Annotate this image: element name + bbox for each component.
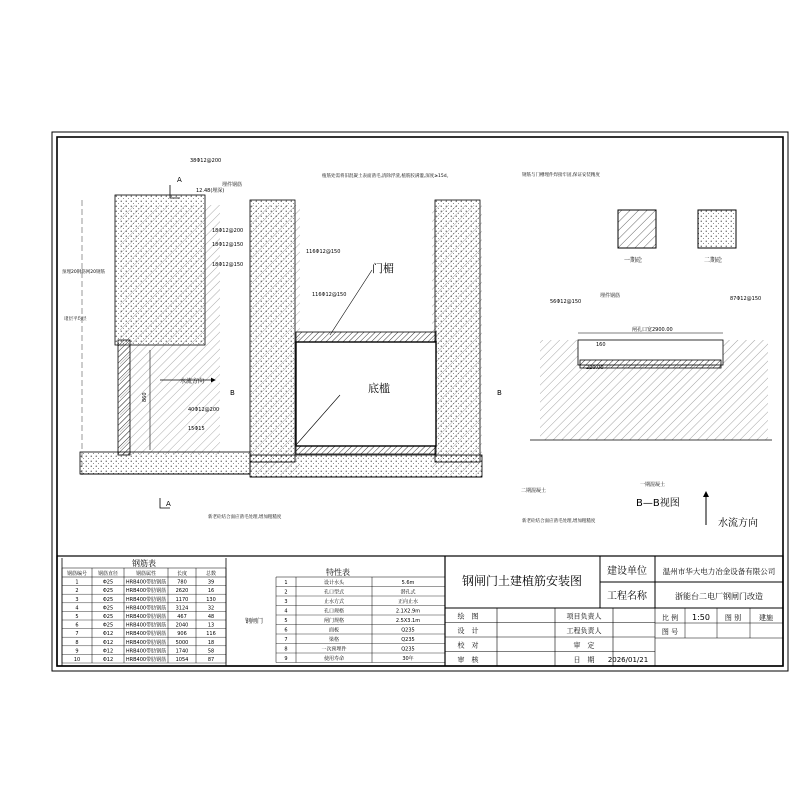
build-unit-value: 温州市华大电力冶金设备有限公司 <box>662 567 776 576</box>
rebar-table-cell: HRB400带肋钢筋 <box>125 657 167 663</box>
right-section-view <box>530 210 772 525</box>
category-value: 建施 <box>759 614 773 622</box>
property-table-name: 设计水头 <box>323 580 345 586</box>
rebar-table-cell: 48 <box>207 614 215 620</box>
span-dim-label: 闸孔口宽2900.00 <box>632 327 673 333</box>
rebar-table-cell: 116 <box>206 631 216 638</box>
rebar-table-cell: HRB400带肋钢筋 <box>125 648 167 655</box>
rebar-table-cell: 130 <box>206 596 216 603</box>
rebar-table-cell: 39 <box>207 579 215 586</box>
drawing-no-label: 图 号 <box>661 628 679 636</box>
rebar-table-cell: HRB400带肋钢筋 <box>125 579 167 586</box>
legend-first-stage <box>618 210 656 248</box>
rebar-table-cell: HRB400带肋钢筋 <box>125 622 167 629</box>
rebar-table-cell: 1170 <box>175 596 189 603</box>
drawing-title: 钢闸门土建植筋安装图 <box>461 574 583 588</box>
property-table-no: 7 <box>284 637 288 643</box>
property-table-name: 闸门规格 <box>323 618 345 624</box>
rebar-table-cell: Φ12 <box>102 657 114 663</box>
gate-top-label: 门楣 <box>372 262 394 275</box>
middle-section-view <box>250 200 482 477</box>
scale-value: 1:50 <box>692 613 710 622</box>
rebar-table-cell: 467 <box>177 614 187 620</box>
rebar-table-cell: 87 <box>207 657 215 663</box>
rebar-table-cell: 6 <box>75 622 79 629</box>
note-top-mid: 植筋处需将旧混凝土表面凿毛,清除浮渣,植筋胶满灌,深度≥15d。 <box>322 174 452 179</box>
property-table-name: 梁格 <box>328 637 340 643</box>
rebar-table-cell: HRB400带肋钢筋 <box>125 631 167 638</box>
rebar-table-cell: Φ25 <box>102 605 114 612</box>
rebar-table-cell: 4 <box>75 605 79 612</box>
rebar-table-cell: 5 <box>75 614 79 620</box>
tb-role2-label: 审 定 <box>573 641 595 650</box>
rebar-b-label: 18Φ12@150 <box>212 242 244 248</box>
rebar-table-cell: HRB400带肋钢筋 <box>125 639 167 646</box>
tb-role-label: 审 核 <box>457 656 479 664</box>
property-table-no: 2 <box>284 589 288 596</box>
project-label: 工程名称 <box>607 591 647 602</box>
property-table-value: 2.5X3.1m <box>395 618 421 624</box>
rebar-table-cell: 9 <box>75 648 79 655</box>
second-stage-concrete-label: 二期砼 <box>704 257 723 264</box>
property-table-name: 孔口型式 <box>323 589 345 596</box>
gate-bottom-label: 底槛 <box>368 382 390 395</box>
tb-role-label: 校 对 <box>457 641 479 650</box>
property-table-no: 1 <box>284 580 288 586</box>
property-table-no: 6 <box>284 627 288 634</box>
rebar-table-cell: HRB400带肋钢筋 <box>125 614 167 620</box>
dim-220-label: 220.00 <box>586 365 604 371</box>
rebar-e-label: 15Φ15 <box>188 426 205 432</box>
note-bottom-left: 新老砼结合面应凿毛处理,增加粗糙度 <box>208 515 282 520</box>
rebar-table-title: 钢筋表 <box>132 559 156 568</box>
rebar-table-cell: 2620 <box>175 588 189 595</box>
rebar-table-cell: HRB400带肋钢筋 <box>125 605 167 612</box>
embed-steel-label: 埋件钢筋 <box>222 182 243 188</box>
rebar-table-cell: 780 <box>177 579 187 586</box>
rebar-table-cell: 13 <box>207 622 215 629</box>
middle-base <box>250 455 482 477</box>
first-stage-note: 一期混凝土 <box>640 482 666 488</box>
rebar-table-cell: Φ25 <box>102 579 114 586</box>
plant-anchor-label: 预埋20钢筋网20钢筋 <box>62 270 105 275</box>
property-table-name: 一次预埋件 <box>321 646 347 653</box>
rebar-table-cell: Φ12 <box>102 648 114 655</box>
rebar-table-cell: 1054 <box>175 657 189 663</box>
property-table-value: Q235 <box>401 646 415 653</box>
property-table-value: 2.1X2.9m <box>395 608 421 615</box>
rebar-table-cell: 8 <box>75 639 79 646</box>
left-base <box>80 452 250 474</box>
rebar-mid-label: 116Φ12@150 <box>306 249 341 255</box>
property-table-title: 特性表 <box>326 568 350 577</box>
tb-role2-label: 项目负责人 <box>566 612 602 621</box>
rebar-table-cell: 1740 <box>175 648 189 655</box>
gate-opening <box>296 342 436 446</box>
rebar-top-left-label: 38Φ12@200 <box>190 158 222 164</box>
left-wall-rebar <box>120 205 220 455</box>
build-unit-label: 建设单位 <box>607 566 647 577</box>
lintel-beam <box>296 332 436 342</box>
property-table-no: 8 <box>284 646 288 653</box>
category-label: 图 别 <box>724 614 742 622</box>
tb-role2-label: 日 期 <box>573 656 595 664</box>
section-mark-top: A <box>177 176 182 184</box>
rebar-a-label: 18Φ12@200 <box>212 228 244 234</box>
note-bottom-right: 新老砼结合面应凿毛处理,增加粗糙度 <box>522 519 596 524</box>
rebar-table-cell: 10 <box>73 657 81 663</box>
sill-beam <box>296 446 436 454</box>
first-stage-concrete-label: 一期砼 <box>624 257 643 264</box>
rebar-table-header: 钢筋属性 <box>135 571 157 577</box>
section-mark-b-bottom: B <box>497 389 502 397</box>
second-stage-note: 二期混凝土 <box>521 488 547 494</box>
rebar-table-cell: Φ12 <box>102 631 114 638</box>
left-stem <box>118 340 130 455</box>
rebar-d-label: 40Φ12@200 <box>188 407 220 413</box>
level-plain-label: 诸层平均层 <box>64 317 87 322</box>
rebar-table-cell: Φ25 <box>102 588 114 595</box>
property-table-value: Q235 <box>401 637 415 643</box>
rebar-table-cell: 16 <box>207 588 215 595</box>
property-table-name: 止水方式 <box>323 599 345 605</box>
property-table-value: 5.6m <box>401 580 415 586</box>
rebar-table-cell: 3124 <box>175 605 189 612</box>
rebar-table-cell: HRB400带肋钢筋 <box>125 588 167 595</box>
property-table-value: 正向止水 <box>397 599 419 605</box>
rebar-table-cell: Φ25 <box>102 596 114 603</box>
rebar-table-header: 长度 <box>176 571 188 577</box>
tb-role-label: 设 计 <box>457 627 479 635</box>
property-table-item: 钢闸门 <box>244 618 264 625</box>
property-table-value: 潜孔式 <box>400 589 416 596</box>
property-table-no: 3 <box>284 599 288 605</box>
rebar-c-label: 18Φ12@150 <box>212 262 244 268</box>
middle-right-rebar <box>432 205 482 475</box>
project-value: 浙能台二电厂钢闸门改造 <box>675 592 763 601</box>
rebar-table-cell: Φ25 <box>102 614 114 620</box>
tb-role2-value: 2026/01/21 <box>607 656 649 664</box>
rebar-table-cell: 58 <box>207 648 215 655</box>
dim-vertical-label: 860 <box>142 392 148 402</box>
dim-160-label: 160 <box>596 342 606 348</box>
rebar-mid2-label: 116Φ12@150 <box>312 292 347 298</box>
flow-direction-label-section: 水流方向 <box>180 378 205 385</box>
property-table-no: 9 <box>284 656 288 662</box>
property-table-no: 4 <box>284 608 288 615</box>
property-table-name: 使用寿命 <box>323 656 345 662</box>
property-table-name: 孔口规格 <box>323 608 345 615</box>
scale-label: 比 例 <box>661 614 679 622</box>
rebar-table-cell: Φ25 <box>102 622 114 629</box>
section-mark-b-top: B <box>230 389 235 397</box>
tb-role2-label: 工程负责人 <box>566 627 602 635</box>
rebar-table-cell: 906 <box>177 631 187 638</box>
property-table-name: 面板 <box>328 627 340 634</box>
elev-mark-label: 12.48(埋深) <box>196 188 225 194</box>
rebar-table-cell: 5000 <box>175 639 189 646</box>
property-table-no: 5 <box>284 618 288 624</box>
note-top-right: 钢筋与门槽埋件焊接牢固,保证安装精度 <box>522 173 600 178</box>
property-table-value: 30年 <box>402 656 414 662</box>
legend-second-stage <box>698 210 736 248</box>
rebar-table-cell: 18 <box>207 639 215 646</box>
rebar-table-cell: 32 <box>207 605 215 612</box>
flow-direction-label-bottom: 水流方向 <box>718 518 758 529</box>
tb-role-label: 绘 图 <box>457 612 479 621</box>
rebar-table-cell: 3 <box>75 596 79 603</box>
section-mark-bottom: A <box>166 500 171 508</box>
rebar-table-header: 钢筋编号 <box>66 571 88 577</box>
property-table-value: Q235 <box>401 627 415 634</box>
rebar-table-cell: 1 <box>75 579 79 586</box>
rebar-table-header: 总数 <box>205 571 217 577</box>
rebar-right-b-label: 87Φ12@150 <box>730 296 762 302</box>
rebar-table-cell: 2 <box>75 588 79 595</box>
rebar-table-cell: 2040 <box>175 622 189 629</box>
embed-steel-right-label: 埋件钢筋 <box>600 293 621 299</box>
middle-left-rebar <box>250 205 300 475</box>
rebar-right-a-label: 56Φ12@150 <box>550 299 582 305</box>
rebar-table-cell: 7 <box>75 631 79 638</box>
bb-view-label: B—B视图 <box>636 498 680 509</box>
rebar-table-header: 钢筋直径 <box>97 571 119 577</box>
rebar-table-cell: HRB400带肋钢筋 <box>125 596 167 603</box>
rebar-table-cell: Φ12 <box>102 639 114 646</box>
